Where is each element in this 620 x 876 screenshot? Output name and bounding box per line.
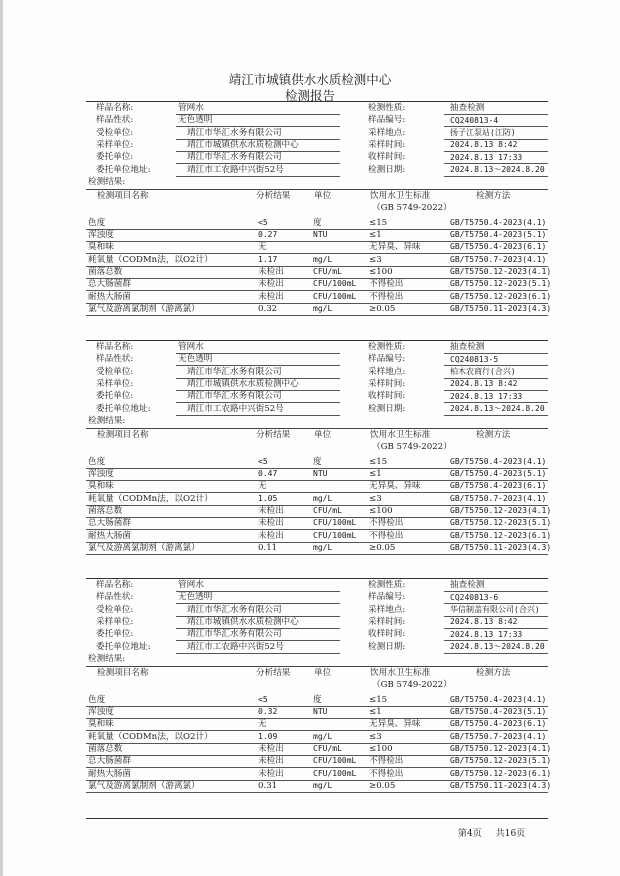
info-label-test-date-label: 检测日期: [368,164,406,175]
info-value-receive-time: 2024.8.13 17:33 [450,391,523,401]
cell-standard: ≥0.05 [369,780,396,791]
col-header-result: 分析结果 [256,667,291,678]
cell-result: 无 [258,481,267,492]
cell-unit: 度 [313,694,322,705]
cell-method: GB/T5750.4-2023(6.1) [450,481,547,491]
cell-item: 浑浊度 [88,469,114,480]
info-underline [444,176,548,177]
cell-method: GB/T5750.11-2023(4.3) [450,542,552,552]
cell-standard: ≤1 [369,707,382,718]
cell-method: GB/T5750.12-2023(6.1) [450,768,552,778]
row-rule [86,315,548,316]
cell-method: GB/T5750.4-2023(4.1) [450,456,547,466]
info-label-inspection-type-label: 检测性质: [368,342,406,352]
info-label-inspection-type-label: 检测性质: [368,580,406,590]
cell-standard: ≤15 [369,694,388,705]
info-underline [444,653,548,654]
cell-unit: CFU/mL [313,267,342,276]
cell-method: GB/T5750.4-2023(5.1) [450,230,547,240]
page-number: 第4页 [458,829,482,839]
cell-standard: 无异臭、异味 [369,481,421,492]
cell-method: GB/T5750.11-2023(4.3) [450,303,552,313]
cell-item: 色度 [88,217,106,228]
info-value-inspection-type: 抽查检测 [450,342,485,352]
cell-item: 臭和味 [88,719,114,730]
col-header-standard-sub: （GB 5749-2022） [372,679,452,690]
cell-method: GB/T5750.7-2023(4.1) [450,731,547,741]
info-label-sampling-time-label: 采样时间: [368,139,406,150]
cell-result: 未检出 [258,744,284,754]
cell-result: 0.11 [258,542,278,553]
cell-item: 浑浊度 [88,707,114,718]
col-header-result: 分析结果 [256,429,291,440]
info-value-inspection-type: 抽查检测 [450,103,485,113]
col-header-standard-sub: （GB 5749-2022） [372,441,452,452]
cell-method: GB/T5750.7-2023(4.1) [450,493,547,503]
org-title: 靖江市城镇供水水质检测中心 [228,72,392,87]
section-top-rule [86,340,548,341]
cell-unit: CFU/100mL [313,279,357,289]
report-title: 检测报告 [284,88,335,103]
cell-standard: ≤100 [369,506,393,516]
col-header-standard: 饮用水卫生标准 [370,190,431,201]
cell-result: <5 [258,694,268,704]
info-value-sampling-place: 扬子江泵站(江防) [450,128,516,138]
info-value-sampling-time: 2024.8.13 8:42 [450,379,518,389]
cell-result: 未检出 [258,768,284,779]
cell-result: 未检出 [258,506,284,516]
info-label-client-unit: 委托单位: [96,629,134,640]
info-label-sampling-time-label: 采样时间: [368,616,406,627]
cell-item: 氯气及游离氯制剂（游离氯） [88,780,200,791]
results-heading: 检测结果: [88,415,126,426]
info-label-client-address: 委托单位地址: [96,641,151,652]
info-value-client-unit: 靖江市华汇水务有限公司 [187,152,282,163]
info-label-sampling-unit: 采样单位: [96,616,134,627]
info-value-sample-nature: 无色透明 [178,115,213,126]
cell-standard: 不得检出 [369,756,404,767]
cell-item: 色度 [88,694,106,705]
row-rule [86,554,548,555]
info-label-receive-time-label: 收样时间: [368,629,406,640]
info-label-sample-name: 样品名称: [96,342,134,352]
cell-standard: ≤3 [369,254,382,265]
results-rule [86,428,548,429]
bottom-rule [86,818,548,819]
col-header-unit: 单位 [314,667,332,678]
cell-item: 菌落总数 [88,267,123,277]
cell-standard: 不得检出 [369,768,404,779]
cell-method: GB/T5750.12-2023(5.1) [450,279,552,289]
info-underline [176,653,340,654]
info-label-entrusted-unit: 受检单位: [96,366,134,377]
info-value-entrusted-unit: 靖江市华汇水务有限公司 [187,127,282,138]
cell-item: 浑浊度 [88,230,114,241]
cell-unit: NTU [313,707,328,717]
cell-method: GB/T5750.4-2023(4.1) [450,217,547,227]
cell-item: 总大肠菌群 [88,756,131,767]
cell-unit: mg/L [313,254,333,264]
info-underline [444,415,548,416]
info-label-sampling-place-label: 采样地点: [368,127,406,138]
info-underline [176,176,340,177]
info-value-entrusted-unit: 靖江市华汇水务有限公司 [187,366,282,377]
cell-standard: ≤15 [369,217,388,228]
info-value-client-address: 靖江市工农路中兴街52号 [187,403,284,414]
info-label-sample-nature: 样品性状: [96,592,134,603]
cell-result: 无 [258,719,267,730]
cell-result: 1.17 [258,254,278,264]
cell-method: GB/T5750.12-2023(5.1) [450,518,552,528]
cell-result: 未检出 [258,267,284,277]
row-rule [86,792,548,793]
info-value-sample-nature: 无色透明 [178,592,213,603]
cell-item: 菌落总数 [88,744,123,754]
info-label-sampling-place-label: 采样地点: [368,604,406,615]
col-header-method: 检测方法 [476,190,511,201]
cell-standard: ≤100 [369,267,393,277]
cell-unit: mg/L [313,493,333,503]
cell-item: 色度 [88,456,106,467]
cell-item: 菌落总数 [88,506,123,516]
cell-unit: CFU/100mL [313,768,357,778]
info-label-sample-number-label: 样品编号: [368,115,406,126]
info-value-sampling-place: 柏木农商行(合兴) [450,367,516,377]
info-value-client-address: 靖江市工农路中兴街52号 [187,164,284,175]
page-total: 共16页 [495,829,526,839]
info-underline [444,114,548,115]
info-value-receive-time: 2024.8.13 17:33 [450,629,523,639]
info-value-receive-time: 2024.8.13 17:33 [450,152,523,162]
info-underline [444,591,548,592]
info-underline [444,628,548,629]
col-header-result: 分析结果 [256,190,291,201]
cell-method: GB/T5750.12-2023(5.1) [450,756,552,766]
cell-unit: mg/L [313,780,333,790]
cell-unit: CFU/mL [313,744,342,753]
info-value-sampling-place: 华信制盖有限公司(合兴) [450,605,540,615]
info-label-client-unit: 委托单位: [96,152,134,163]
info-label-entrusted-unit: 受检单位: [96,127,134,138]
info-label-sampling-unit: 采样单位: [96,378,134,389]
cell-unit: CFU/100mL [313,518,357,528]
info-label-sample-name: 样品名称: [96,580,134,590]
info-value-sample-name: 管网水 [178,580,204,590]
cell-result: <5 [258,217,268,227]
cell-standard: ≥0.05 [369,303,396,314]
info-value-sample-nature: 无色透明 [178,354,213,365]
cell-method: GB/T5750.4-2023(4.1) [450,694,547,704]
cell-result: 0.31 [258,780,278,791]
info-label-sample-name: 样品名称: [96,103,134,113]
cell-standard: 不得检出 [369,279,404,290]
cell-item: 氯气及游离氯制剂（游离氯） [88,542,200,553]
info-value-sample-number: CQ240813-6 [450,592,499,602]
info-value-sampling-unit: 靖江市城镇供水水质检测中心 [187,139,299,150]
cell-item: 臭和味 [88,481,114,492]
info-value-client-unit: 靖江市华汇水务有限公司 [187,629,282,640]
info-value-inspection-type: 抽查检测 [450,580,485,590]
cell-result: 未检出 [258,518,284,529]
info-label-sampling-time-label: 采样时间: [368,378,406,389]
section-top-rule [86,578,548,579]
cell-item: 耐热大肠菌 [88,291,131,302]
cell-unit: 度 [313,456,322,467]
cell-result: 未检出 [258,530,284,541]
cell-unit: CFU/100mL [313,756,357,766]
cell-standard: 不得检出 [369,518,404,529]
cell-standard: ≤3 [369,731,382,742]
info-value-sample-number: CQ240813-5 [450,354,499,364]
results-rule [86,189,548,190]
cell-standard: ≤1 [369,469,382,480]
cell-method: GB/T5750.12-2023(4.1) [450,267,552,276]
col-header-method: 检测方法 [476,429,511,440]
info-value-sampling-unit: 靖江市城镇供水水质检测中心 [187,378,299,389]
scan-edge [0,0,3,876]
info-value-client-unit: 靖江市华汇水务有限公司 [187,391,282,402]
col-header-unit: 单位 [314,190,332,201]
cell-method: GB/T5750.7-2023(4.1) [450,254,547,264]
info-label-entrusted-unit: 受检单位: [96,604,134,615]
cell-unit: CFU/100mL [313,291,357,301]
col-header-unit: 单位 [314,429,332,440]
info-value-sampling-time: 2024.8.13 8:42 [450,140,518,150]
info-label-sample-nature: 样品性状: [96,115,134,126]
info-label-sampling-unit: 采样单位: [96,139,134,150]
cell-method: GB/T5750.12-2023(6.1) [450,291,552,301]
cell-result: 0.27 [258,230,278,240]
cell-method: GB/T5750.11-2023(4.3) [450,780,552,790]
cell-method: GB/T5750.12-2023(6.1) [450,530,552,540]
info-label-sample-nature: 样品性状: [96,354,134,365]
cell-method: GB/T5750.4-2023(5.1) [450,469,547,479]
cell-unit: mg/L [313,303,333,313]
info-value-sampling-time: 2024.8.13 8:42 [450,617,518,627]
cell-method: GB/T5750.4-2023(5.1) [450,707,547,717]
results-heading: 检测结果: [88,176,126,187]
cell-item: 臭和味 [88,242,114,253]
results-heading: 检测结果: [88,653,126,664]
cell-standard: 不得检出 [369,291,404,302]
cell-result: 0.47 [258,469,278,479]
cell-item: 耐热大肠菌 [88,530,131,541]
info-value-client-address: 靖江市工农路中兴街52号 [187,641,284,652]
cell-item: 耐热大肠菌 [88,768,131,779]
info-value-test-date: 2024.8.13～2024.8.20 [450,642,545,651]
info-label-receive-time-label: 收样时间: [368,152,406,163]
info-label-receive-time-label: 收样时间: [368,391,406,402]
col-header-standard-sub: （GB 5749-2022） [372,202,452,213]
info-label-client-address: 委托单位地址: [96,403,151,414]
cell-method: GB/T5750.4-2023(6.1) [450,719,547,729]
info-label-client-unit: 委托单位: [96,391,134,402]
info-label-test-date-label: 检测日期: [368,641,406,652]
cell-item: 总大肠菌群 [88,518,131,529]
info-value-sample-name: 管网水 [178,342,204,352]
info-label-sampling-place-label: 采样地点: [368,366,406,377]
info-label-inspection-type-label: 检测性质: [368,103,406,113]
info-label-test-date-label: 检测日期: [368,403,406,414]
info-value-sample-number: CQ240813-4 [450,115,499,125]
cell-method: GB/T5750.12-2023(4.1) [450,506,552,515]
cell-item: 耗氧量（CODMn法，以O2计） [88,493,213,504]
info-value-test-date: 2024.8.13～2024.8.20 [450,165,545,174]
col-header-item: 检测项目名称 [97,190,149,201]
info-label-client-address: 委托单位地址: [96,164,151,175]
cell-result: 未检出 [258,279,284,290]
cell-result: 0.32 [258,707,278,717]
cell-result: 未检出 [258,291,284,302]
info-value-sampling-unit: 靖江市城镇供水水质检测中心 [187,616,299,627]
info-underline [176,415,340,416]
info-value-entrusted-unit: 靖江市华汇水务有限公司 [187,604,282,615]
cell-standard: 无异臭、异味 [369,719,421,730]
cell-result: <5 [258,456,268,466]
cell-unit: NTU [313,230,328,240]
cell-unit: CFU/mL [313,506,342,515]
cell-unit: 度 [313,217,322,228]
cell-unit: mg/L [313,731,333,741]
cell-standard: ≤100 [369,744,393,754]
cell-method: GB/T5750.4-2023(6.1) [450,242,547,252]
cell-standard: 无异臭、异味 [369,242,421,253]
info-label-sample-number-label: 样品编号: [368,354,406,365]
info-underline [444,151,548,152]
col-header-item: 检测项目名称 [97,429,149,440]
col-header-method: 检测方法 [476,667,511,678]
col-header-item: 检测项目名称 [97,667,149,678]
results-rule [86,666,548,667]
cell-standard: ≤1 [369,230,382,241]
cell-unit: CFU/100mL [313,530,357,540]
cell-method: GB/T5750.12-2023(4.1) [450,744,552,753]
col-header-standard: 饮用水卫生标准 [370,667,431,678]
cell-standard: 不得检出 [369,530,404,541]
cell-result: 无 [258,242,267,253]
info-value-sample-name: 管网水 [178,103,204,113]
cell-item: 耗氧量（CODMn法，以O2计） [88,731,213,742]
cell-item: 氯气及游离氯制剂（游离氯） [88,303,200,314]
cell-item: 耗氧量（CODMn法，以O2计） [88,254,213,265]
cell-item: 总大肠菌群 [88,279,131,290]
info-value-test-date: 2024.8.13～2024.8.20 [450,404,545,413]
cell-standard: ≤3 [369,493,382,504]
cell-standard: ≥0.05 [369,542,396,553]
page-footer [458,826,539,839]
cell-result: 0.32 [258,303,278,314]
info-label-sample-number-label: 样品编号: [368,592,406,603]
info-underline [444,390,548,391]
cell-result: 未检出 [258,756,284,767]
cell-standard: ≤15 [369,456,388,467]
section-top-rule [86,101,548,102]
cell-unit: NTU [313,469,328,479]
info-underline [444,353,548,354]
cell-result: 1.09 [258,731,278,741]
col-header-standard: 饮用水卫生标准 [370,429,431,440]
cell-result: 1.05 [258,493,278,503]
cell-unit: mg/L [313,542,333,552]
